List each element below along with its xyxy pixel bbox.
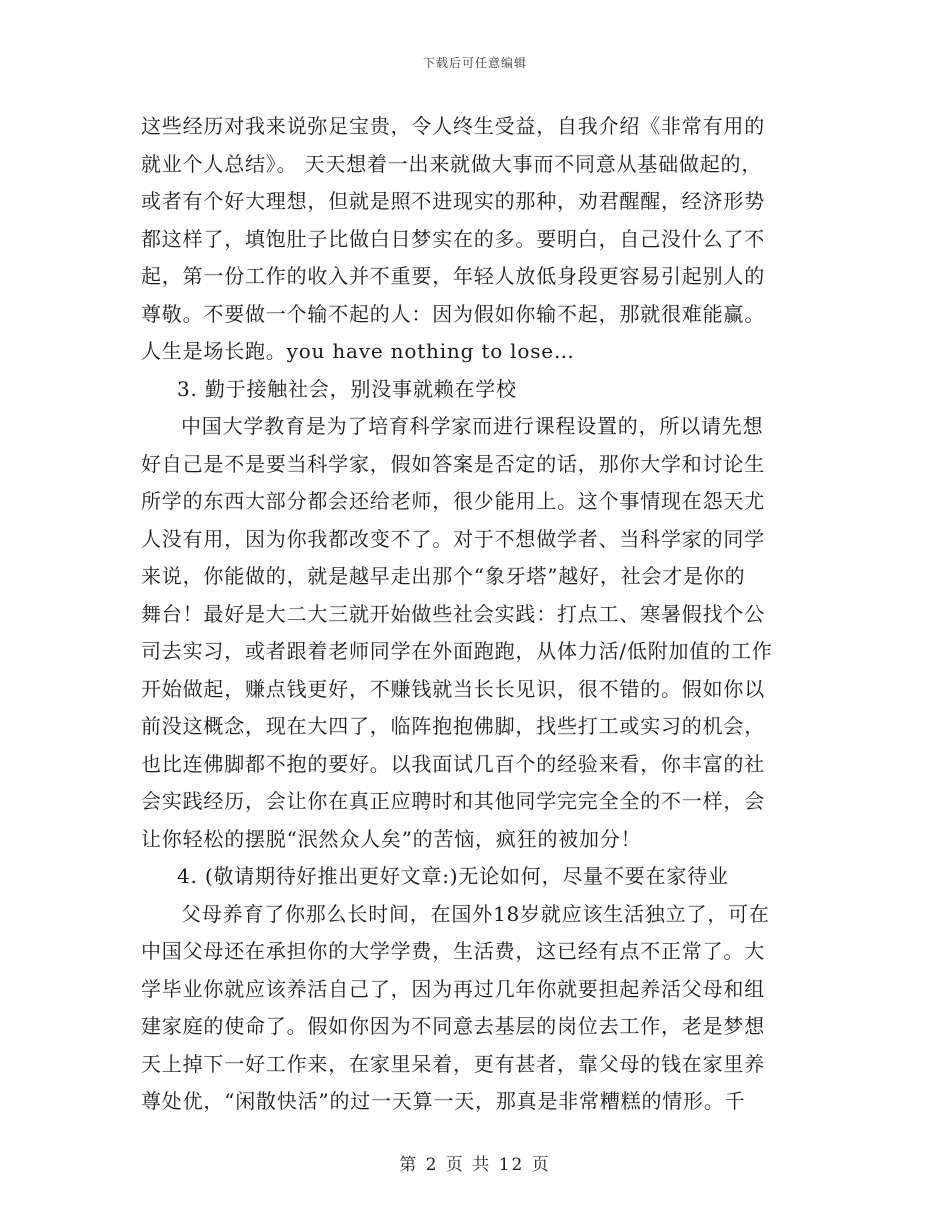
text-line: 中国父母还在承担你的大学学费，生活费，这已经有点不正常了。大 [141,939,765,963]
text-line: 天上掉下一好工作来，在家里呆着，更有甚者，靠父母的钱在家里养 [141,1051,765,1076]
text-line: 起，第一份工作的收入并不重要，年轻人放低身段更容易引起别人的 [141,264,765,288]
page-header: 下载后可任意编辑 [422,56,527,70]
text-line: 所学的东西大部分都会还给老师，很少能用上。这个事情现在怨天尤 [141,489,765,513]
text-line: 开始做起，赚点钱更好，不赚钱就当长长见识，很不错的。假如你以 [141,676,765,701]
text-line: 这些经历对我来说弥足宝贵，令人终生受益，自我介绍《非常有用的 [141,114,765,138]
text-line: 前没这概念，现在大四了，临阵抱抱佛脚，找些打工或实习的机会， [141,714,765,738]
text-line: 学毕业你就应该养活自己了，因为再过几年你就要担起养活父母和组 [141,976,765,1001]
document-body [141,108,809,1121]
text-line: 中国大学教育是为了培育科学家而进行课程设置的，所以请先想 [181,414,764,438]
text-line: 尊处优，“闲散快活”的过一天算一天，那真是非常糟糕的情形。千 [141,1089,746,1113]
text-line: 人没有用，因为你我都改变不了。对于不想做学者、当科学家的同学 [141,526,765,551]
text-line: 或者有个好大理想，但就是照不进现实的那种，劝君醒醒，经济形势 [141,189,765,213]
text-line: 好自己是不是要当科学家，假如答案是否定的话，那你大学和讨论生 [141,451,765,476]
text-line: 就业个人总结》。 天天想着一出来就做大事而不同意从基础做起的， [141,151,763,176]
text-line: 舞台！最好是大二大三就开始做些社会实践：打点工、寒暑假找个公 [141,601,765,626]
text-line: 来说，你能做的，就是越早走出那个“象牙塔”越好，社会才是你的 [141,564,746,588]
text-line: 父母养育了你那么长时间，在国外18岁就应该生活独立了，可在 [181,901,770,926]
section-heading: 4. (敬请期待好推出更好文章:)无论如何，尽量不要在家待业 [177,864,729,888]
text-line: 让你轻松的摆脱“泯然众人矣”的苦恼，疯狂的被加分！ [141,826,642,851]
text-line: 建家庭的使命了。假如你因为不同意去基层的岗位去工作，老是梦想 [141,1014,765,1038]
text-line: 司去实习，或者跟着老师同学在外面跑跑，从体力活/低附加值的工作 [141,639,773,663]
section-heading: 3. 勤于接触社会，别没事就赖在学校 [177,376,517,401]
text-line: 也比连佛脚都不抱的要好。以我面试几百个的经验来看，你丰富的社 [141,751,765,776]
text-line: 尊敬。不要做一个输不起的人：因为假如你输不起，那就很难能赢。 [141,301,765,326]
text-line: 会实践经历，会让你在真正应聘时和其他同学完完全全的不一样，会 [141,789,765,813]
text-line: 都这样了，填饱肚子比做白日梦实在的多。要明白，自己没什么了不 [141,226,765,251]
page-number: 第 2 页 共 12 页 [399,1155,551,1175]
text-line: 人生是场长跑。you have nothing to lose… [141,339,575,363]
